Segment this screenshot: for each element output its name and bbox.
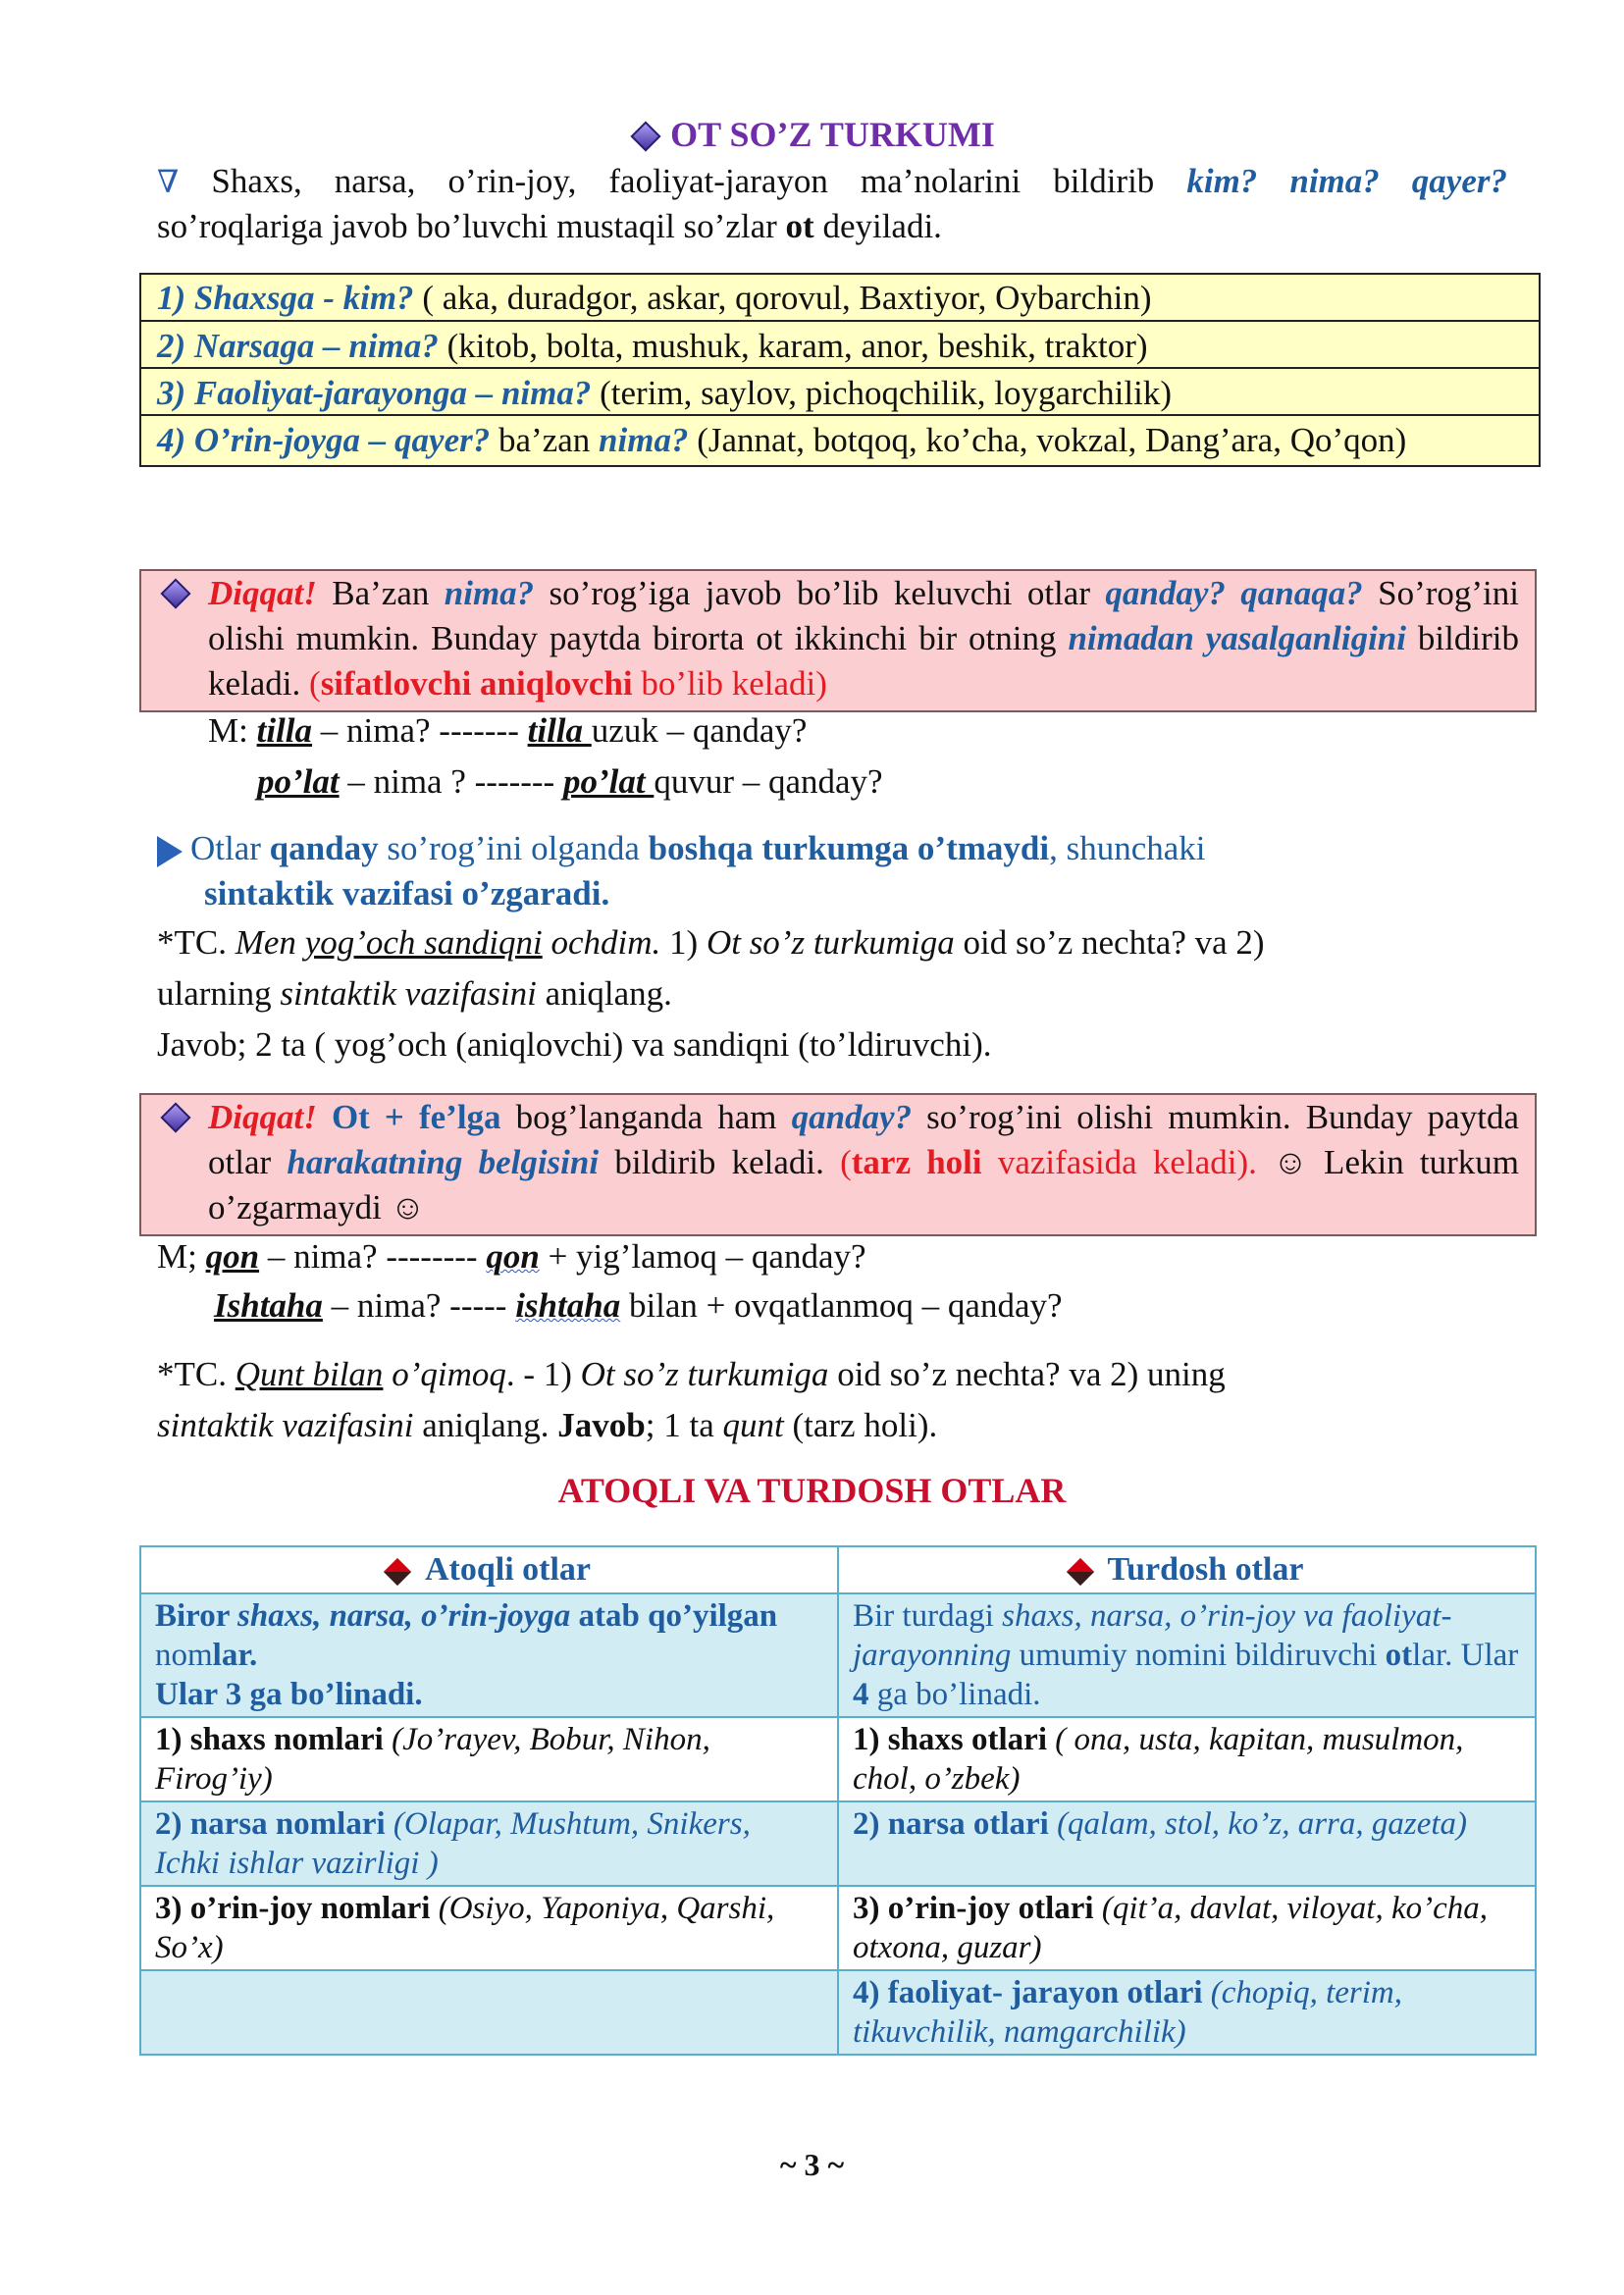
definition-line-1: ∇ Shaxs, narsa, o’rin-joy, faoliyat-jarayon ma’nolarini bildirib kim? nima? qayer?	[157, 162, 1508, 200]
nabla-icon: ∇	[157, 164, 180, 199]
definition-line-2: so’roqlariga javob bo’luvchi mustaqil so’zlar ot deyiladi.	[157, 207, 942, 245]
page-number: ~ 3 ~	[779, 2147, 845, 2182]
arrow-bullet-icon	[157, 836, 183, 867]
task-1-line-2: ularning sintaktik vazifasini aniqlang.	[157, 974, 672, 1013]
table-cell	[140, 1970, 838, 2055]
category-row: 2) Narsaga – nima? (kitob, bolta, mushuk, karam, anor, beshik, traktor)	[141, 322, 1539, 369]
task-2-line-2: sintaktik vazifasini aniqlang. Javob; 1 ta qunt (tarz holi).	[157, 1406, 938, 1444]
table-header-row	[140, 1546, 1536, 1593]
category-row: 3) Faoliyat-jarayonga – nima? (terim, saylov, pichoqchilik, loygarchilik)	[141, 369, 1539, 416]
diamond-bullet-icon	[631, 121, 661, 151]
note-box-2	[139, 1093, 1537, 1236]
example-2-line-2: Ishtaha – nima? ----- ishtaha bilan + ovqatlanmoq – qanday?	[214, 1286, 1063, 1325]
task-2-line-1: *TC. Qunt bilan o’qimoq. - 1) Ot so’z turkumiga oid so’z nechta? va 2) uning	[157, 1355, 1226, 1393]
task-1-answer: Javob; 2 ta ( yog’och (aniqlovchi) va sandiqni (to’ldiruvchi).	[157, 1025, 992, 1064]
rule-line-2: sintaktik vazifasi o’zgaradi.	[204, 874, 610, 913]
diamond-header-icon	[1066, 1558, 1093, 1586]
table-cell: 3) o’rin-joy nomlari (Osiyo, Yaponiya, Qarshi, So’x)	[140, 1886, 838, 1970]
table-cell: 2) narsa nomlari (Olapar, Mushtum, Snikers, Ichki ishlar vazirligi )	[140, 1801, 838, 1886]
note-1-text: Diqqat! Ba’zan nima? so’rog’iga javob bo’lib keluvchi otlar qanday? qanaqa? So’rog’ini olishi mumkin. Bunday paytda birorta ot ikkinchi bir otning nimadan yasalganligini bildirib keladi. (sifatlovchi aniqlovchi bo’lib keladi)	[208, 574, 1520, 703]
table-row	[140, 1593, 1536, 1717]
example-2-line-1: M; qon – nima? -------- qon + yig’lamoq – qanday?	[157, 1237, 866, 1276]
diamond-bullet-icon	[160, 578, 190, 608]
categories-box	[139, 273, 1541, 467]
page-title: OT SO’Z TURKUMI	[0, 114, 1624, 155]
table-cell: Biror shaxs, narsa, o’rin-joyga atab qo’yilgan nomlar. Ular 3 ga bo’linadi.	[140, 1593, 838, 1717]
diamond-bullet-icon	[160, 1102, 190, 1132]
category-row: 1) Shaxsga - kim? ( aka, duradgor, askar, qorovul, Baxtiyor, Oybarchin)	[141, 275, 1539, 322]
table-cell: 3) o’rin-joy otlari (qit’a, davlat, viloyat, ko’cha, otxona, guzar)	[838, 1886, 1536, 1970]
table-cell: Bir turdagi shaxs, narsa, o’rin-joy va faoliyat-jarayonning umumiy nomini bildiruvchi otlar. Ular 4 ga bo’linadi.	[838, 1593, 1536, 1717]
table-header-atoqli: Atoqli otlar	[140, 1546, 838, 1593]
table-row	[140, 1886, 1536, 1970]
table-header-turdosh: Turdosh otlar	[838, 1546, 1536, 1593]
atoqli-turdosh-table	[139, 1545, 1537, 2056]
table-row	[140, 1970, 1536, 2055]
example-1-line-2: po’lat – nima ? ------- po’lat quvur – qanday?	[257, 762, 883, 801]
diamond-header-icon	[384, 1558, 411, 1586]
table-cell: 4) faoliyat- jarayon otlari (chopiq, terim, tikuvchilik, namgarchilik)	[838, 1970, 1536, 2055]
note-2-text: Diqqat! Ot + fe’lga bog’langanda ham qanday? so’rog’ini olishi mumkin. Bunday paytda otlar harakatning belgisini bildirib keladi. (tarz holi vazifasida keladi). ☺ Lekin turkum o’zgarmaydi ☺	[208, 1098, 1520, 1226]
table-cell: 2) narsa otlari (qalam, stol, ko’z, arra, gazeta)	[838, 1801, 1536, 1886]
table-cell: 1) shaxs nomlari (Jo’rayev, Bobur, Nihon, Firog’iy)	[140, 1717, 838, 1801]
table-cell: 1) shaxs otlari ( ona, usta, kapitan, musulmon, chol, o’zbek)	[838, 1717, 1536, 1801]
section-title-atoqli-turdosh: ATOQLI VA TURDOSH OTLAR	[557, 1471, 1067, 1510]
example-1-line-1: M: tilla – nima? ------- tilla uzuk – qanday?	[208, 711, 808, 750]
table-row	[140, 1717, 1536, 1801]
rule-line-1: Otlar qanday so’rog’ini olganda boshqa turkumga o’tmaydi, shunchaki	[157, 826, 1206, 871]
table-row	[140, 1801, 1536, 1886]
task-1-line-1: *TC. Men yog’och sandiqni ochdim. 1) Ot so’z turkumiga oid so’z nechta? va 2)	[157, 923, 1265, 962]
note-box-1	[139, 569, 1537, 712]
category-row: 4) O’rin-joyga – qayer? ba’zan nima? (Jannat, botqoq, ko’cha, vokzal, Dang’ara, Qo’qon)	[157, 421, 1407, 459]
